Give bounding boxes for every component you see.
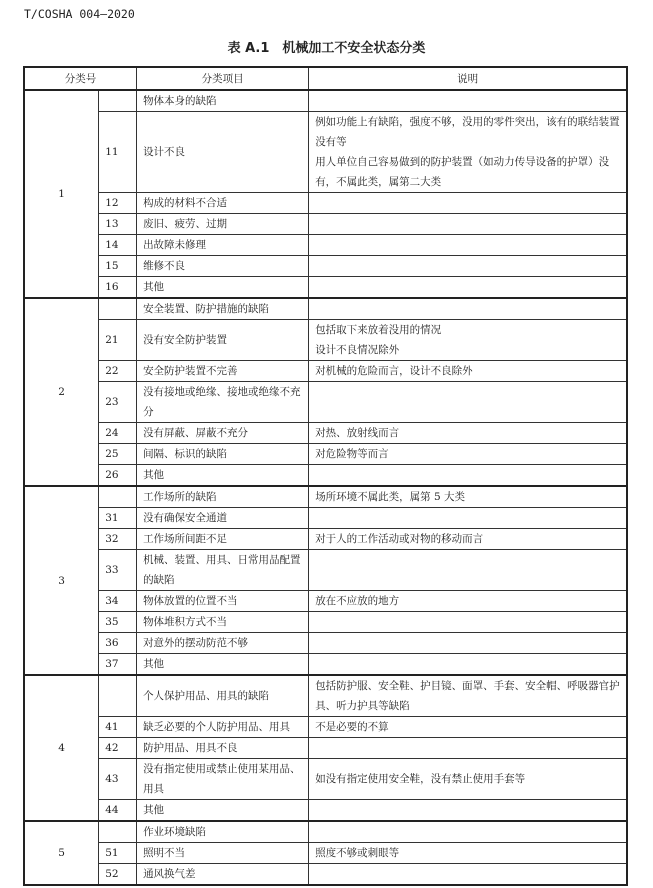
- subcategory-code: 16: [99, 277, 137, 299]
- category-item: 其他: [137, 654, 309, 676]
- category-item: 对意外的摆动防范不够: [137, 633, 309, 654]
- subcategory-code: 42: [99, 738, 137, 759]
- category-item: 没有指定使用或禁止使用某用品、用具: [137, 759, 309, 800]
- note-line: 用人单位自己容易做到的防护装置（如动力传导设备的护罩）没有，不属此类，属第二大类: [315, 156, 610, 188]
- subcategory-code: [99, 821, 137, 843]
- category-item: 工作场所的缺陷: [137, 486, 309, 508]
- table-row: [24, 214, 627, 235]
- subcategory-code: 31: [99, 508, 137, 529]
- subcategory-code: 15: [99, 256, 137, 277]
- table-row: [24, 444, 627, 465]
- header-item: 分类项目: [137, 67, 309, 90]
- subcategory-code: 41: [99, 717, 137, 738]
- category-note: [309, 382, 627, 423]
- category-item: 废旧、疲劳、过期: [137, 214, 309, 235]
- table-row: [24, 800, 627, 822]
- note-line: 例如功能上有缺陷，强度不够，没用的零件突出，该有的联结装置没有等: [315, 116, 620, 148]
- category-note: [309, 633, 627, 654]
- note-line: 如没有指定使用安全鞋，没有禁止使用手套等: [315, 773, 526, 785]
- category-note: [309, 654, 627, 676]
- note-line: 对热、放射线而言: [315, 427, 400, 439]
- table-row: [24, 465, 627, 487]
- table-row: [24, 612, 627, 633]
- category-item: 没有确保安全通道: [137, 508, 309, 529]
- table-row: [24, 508, 627, 529]
- category-code: 1: [24, 90, 99, 298]
- category-note: [309, 214, 627, 235]
- table-row: [24, 717, 627, 738]
- category-item: 出故障未修理: [137, 235, 309, 256]
- subcategory-code: [99, 675, 137, 717]
- category-note: [309, 235, 627, 256]
- subcategory-code: 32: [99, 529, 137, 550]
- category-item: 缺乏必要的个人防护用品、用具: [137, 717, 309, 738]
- category-item: 通风换气差: [137, 864, 309, 886]
- subcategory-code: 33: [99, 550, 137, 591]
- category-item: 防护用品、用具不良: [137, 738, 309, 759]
- table-row: [24, 256, 627, 277]
- category-note: [309, 675, 627, 717]
- subcategory-code: 52: [99, 864, 137, 886]
- subcategory-code: 44: [99, 800, 137, 822]
- category-item: 安全装置、防护措施的缺陷: [137, 298, 309, 320]
- category-item: 没有安全防护装置: [137, 320, 309, 361]
- category-note: [309, 256, 627, 277]
- subcategory-code: 25: [99, 444, 137, 465]
- header-code: 分类号: [24, 67, 137, 90]
- document-id: T/COSHA 004—2020: [24, 7, 135, 21]
- table-title: 表 A.1 机械加工不安全状态分类: [227, 41, 426, 56]
- table-row: [24, 320, 627, 361]
- category-note: [309, 486, 627, 508]
- category-note: [309, 361, 627, 382]
- subcategory-code: 24: [99, 423, 137, 444]
- subcategory-code: 14: [99, 235, 137, 256]
- table-row: [24, 277, 627, 299]
- category-note: [309, 864, 627, 886]
- category-note: [309, 550, 627, 591]
- category-item: 照明不当: [137, 843, 309, 864]
- note-line: 设计不良情况除外: [315, 344, 400, 356]
- table-row: [24, 738, 627, 759]
- category-item: 个人保护用品、用具的缺陷: [137, 675, 309, 717]
- table-row: [24, 112, 627, 193]
- category-note: [309, 843, 627, 864]
- table-row: [24, 361, 627, 382]
- category-code: 5: [24, 821, 99, 885]
- note-line: 包括取下来放着没用的情况: [315, 324, 442, 336]
- note-line: 包括防护服、安全鞋、护目镜、面罩、手套、安全帽、呼吸器官护具、听力护具等缺陷: [315, 680, 620, 712]
- category-item: 物体放置的位置不当: [137, 591, 309, 612]
- category-item: 间隔、标识的缺陷: [137, 444, 309, 465]
- category-note: [309, 508, 627, 529]
- category-item: 其他: [137, 277, 309, 299]
- subcategory-code: 36: [99, 633, 137, 654]
- table-row: [24, 633, 627, 654]
- note-line: 放在不应放的地方: [315, 595, 400, 607]
- category-note: [309, 320, 627, 361]
- table-row: [24, 550, 627, 591]
- table-row: [24, 591, 627, 612]
- table-header-row: [24, 67, 627, 90]
- category-item: 安全防护装置不完善: [137, 361, 309, 382]
- table-row: [24, 529, 627, 550]
- subcategory-code: 13: [99, 214, 137, 235]
- category-note: [309, 423, 627, 444]
- category-item: 设计不良: [137, 112, 309, 193]
- subcategory-code: 43: [99, 759, 137, 800]
- subcategory-code: 12: [99, 193, 137, 214]
- category-note: [309, 738, 627, 759]
- category-note: [309, 444, 627, 465]
- table-row: [24, 864, 627, 886]
- note-line: 对机械的危险而言，设计不良除外: [315, 365, 473, 377]
- subcategory-code: 11: [99, 112, 137, 193]
- category-item: 作业环境缺陷: [137, 821, 309, 843]
- table-row: [24, 382, 627, 423]
- category-note: [309, 90, 627, 112]
- table-row: [24, 821, 627, 843]
- note-line: 场所环境不属此类，属第 5 大类: [315, 491, 466, 503]
- category-item: 其他: [137, 800, 309, 822]
- category-note: [309, 821, 627, 843]
- table-row: [24, 235, 627, 256]
- category-note: [309, 298, 627, 320]
- table-row: [24, 654, 627, 676]
- table-row: [24, 843, 627, 864]
- note-line: 对危险物等而言: [315, 448, 389, 460]
- category-item: 工作场所间距不足: [137, 529, 309, 550]
- category-code: 4: [24, 675, 99, 821]
- category-note: [309, 465, 627, 487]
- category-item: 维修不良: [137, 256, 309, 277]
- category-note: [309, 591, 627, 612]
- subcategory-code: [99, 90, 137, 112]
- category-item: 没有屏蔽、屏蔽不充分: [137, 423, 309, 444]
- category-note: [309, 717, 627, 738]
- table-row: [24, 675, 627, 717]
- category-note: [309, 800, 627, 822]
- category-item: 其他: [137, 465, 309, 487]
- subcategory-code: [99, 298, 137, 320]
- category-note: [309, 529, 627, 550]
- category-note: [309, 193, 627, 214]
- category-item: 物体堆积方式不当: [137, 612, 309, 633]
- subcategory-code: 22: [99, 361, 137, 382]
- table-row: [24, 193, 627, 214]
- table-row: [24, 423, 627, 444]
- subcategory-code: 35: [99, 612, 137, 633]
- subcategory-code: 51: [99, 843, 137, 864]
- note-line: 对于人的工作活动或对物的移动而言: [315, 533, 484, 545]
- category-note: [309, 759, 627, 800]
- category-item: 构成的材料不合适: [137, 193, 309, 214]
- subcategory-code: 37: [99, 654, 137, 676]
- category-item: 没有接地或绝缘、接地或绝缘不充分: [137, 382, 309, 423]
- note-line: 照度不够或刺眼等: [315, 847, 400, 859]
- subcategory-code: 23: [99, 382, 137, 423]
- table-row: [24, 90, 627, 112]
- category-item: 物体本身的缺陷: [137, 90, 309, 112]
- header-note: 说明: [309, 67, 627, 90]
- category-item: 机械、装置、用具、日常用品配置的缺陷: [137, 550, 309, 591]
- subcategory-code: [99, 486, 137, 508]
- classification-table: [23, 66, 628, 886]
- category-note: [309, 112, 627, 193]
- subcategory-code: 34: [99, 591, 137, 612]
- table-row: [24, 298, 627, 320]
- note-line: 不是必要的不算: [315, 721, 389, 733]
- subcategory-code: 21: [99, 320, 137, 361]
- table-row: [24, 486, 627, 508]
- subcategory-code: 26: [99, 465, 137, 487]
- category-code: 2: [24, 298, 99, 486]
- category-code: 3: [24, 486, 99, 675]
- category-note: [309, 277, 627, 299]
- category-note: [309, 612, 627, 633]
- table-row: [24, 759, 627, 800]
